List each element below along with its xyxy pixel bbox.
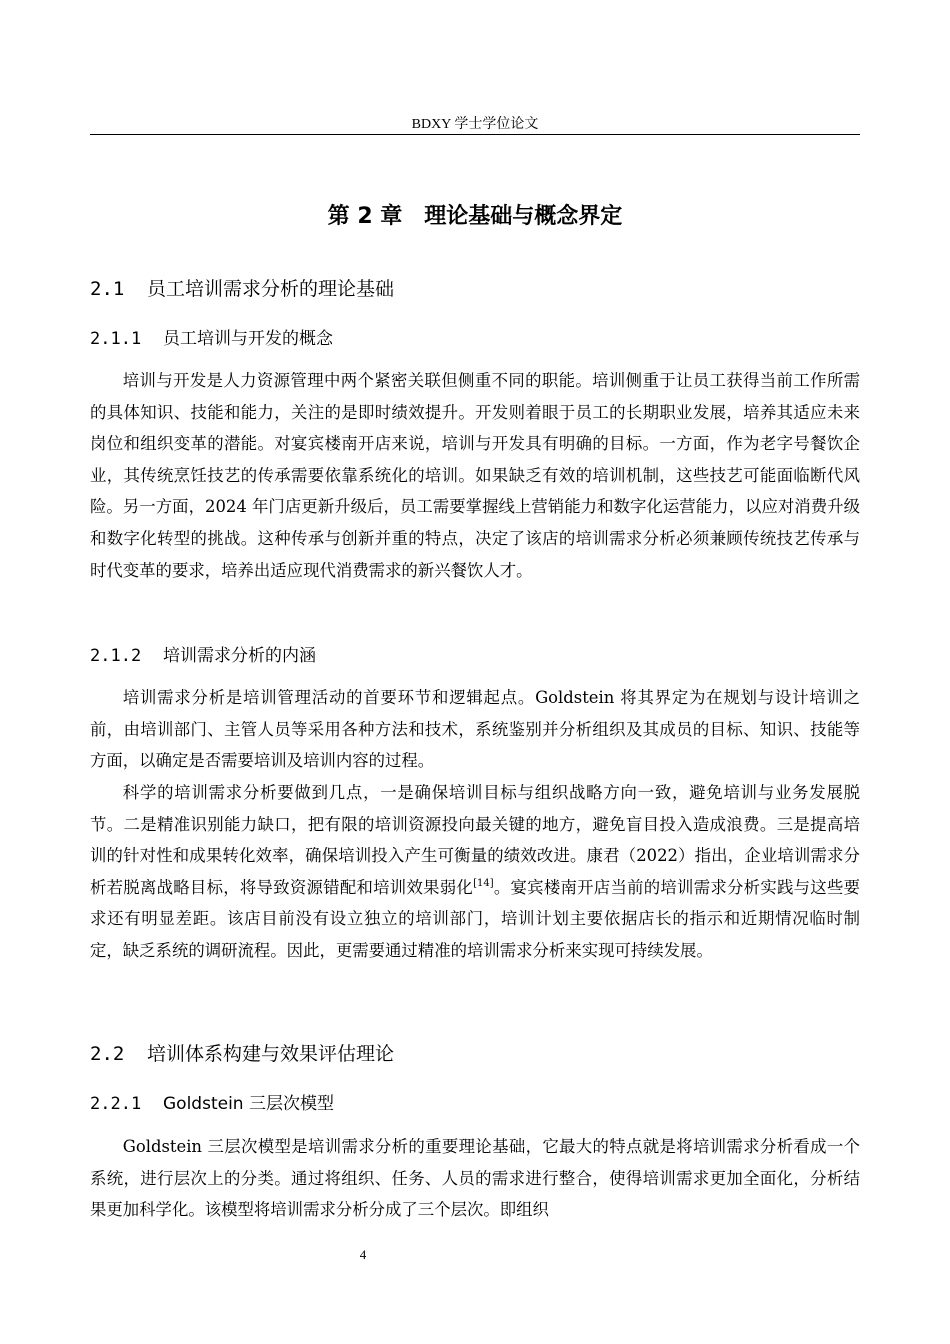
paragraph-needs-analysis-definition: 培训需求分析是培训管理活动的首要环节和逻辑起点。Goldstein 将其界定为在规划与设计培训之前，由培训部门、主管人员等采用各种方法和技术，系统鉴别并分析组织及其成员的目标、知识、技能等方面，以确定是否需要培训及培训内容的过程。 bbox=[90, 688, 860, 771]
subsection-heading-2-1-2 bbox=[90, 643, 860, 669]
subsection-number: 2.1.2 bbox=[90, 646, 142, 666]
paragraph-text: 。宴宾楼南开店当前的培训需求分析实践与这些要求还有明显差距。该店目前没有设立独立的培训部门，培训计划主要依据店长的指示和近期情况临时制定，缺乏系统的调研流程。因此，更需要通过精准的培训需求分析来实现可持续发展。 bbox=[90, 877, 860, 960]
subsection-heading-2-1-1 bbox=[90, 326, 860, 352]
subsection-number: 2.2.1 bbox=[90, 1094, 142, 1114]
running-header: BDXY 学士学位论文 bbox=[411, 117, 539, 132]
paragraph-text: 科学的培训需求分析要做到几点，一是确保培训目标与组织战略方向一致，避免培训与业务发展脱节。二是精准识别能力缺口，把有限的培训资源投向最关键的地方，避免盲目投入造成浪费。三是提高培训的针对性和成果转化效率，确保培训投入产生可衡量的绩效改进。康君（2022）指出，企业培训需求分析若脱离战略目标，将导致资源错配和培训效果弱化 bbox=[90, 783, 860, 897]
section-heading-2-1 bbox=[90, 275, 860, 303]
citation-reference: [14] bbox=[473, 877, 494, 889]
subsection-heading-2-2-1 bbox=[90, 1091, 860, 1117]
subsection-title: Goldstein 三层次模型 bbox=[163, 1094, 334, 1114]
subsection-title: 员工培训与开发的概念 bbox=[163, 329, 333, 349]
header-rule bbox=[90, 134, 860, 135]
section-title: 培训体系构建与效果评估理论 bbox=[147, 1043, 395, 1065]
chapter-title: 第 2 章 理论基础与概念界定 bbox=[327, 204, 623, 229]
subsection-title: 培训需求分析的内涵 bbox=[163, 646, 316, 666]
paragraph-training-development-concept: 培训与开发是人力资源管理中两个紧密关联但侧重不同的职能。培训侧重于让员工获得当前工作所需的具体知识、技能和能力，关注的是即时绩效提升。开发则着眼于员工的长期职业发展，培养其适应未来岗位和组织变革的潜能。对宴宾楼南开店来说，培训与开发具有明确的目标。一方面，作为老字号餐饮企业，其传统烹饪技艺的传承需要依靠系统化的培训。如果缺乏有效的培训机制，这些技艺可能面临断代风险。另一方面，2024 年门店更新升级后，员工需要掌握线上营销能力和数字化运营能力，以应对消费升级和数字化转型的挑战。这种传承与创新并重的特点，决定了该店的培训需求分析必须兼顾传统技艺传承与时代变革的要求，培养出适应现代消费需求的新兴餐饮人才。 bbox=[90, 371, 860, 580]
section-number: 2.1 bbox=[90, 278, 125, 300]
section-title: 员工培训需求分析的理论基础 bbox=[147, 278, 395, 300]
page-number: 4 bbox=[359, 1247, 367, 1262]
subsection-number: 2.1.1 bbox=[90, 329, 142, 349]
section-number: 2.2 bbox=[90, 1043, 125, 1065]
paragraph-scientific-needs-analysis bbox=[90, 777, 860, 967]
paragraph-goldstein-model: Goldstein 三层次模型是培训需求分析的重要理论基础，它最大的特点就是将培训需求分析看成一个系统，进行层次上的分类。通过将组织、任务、人员的需求进行整合，使得培训需求更加全面化，分析结果更加科学化。该模型将培训需求分析分成了三个层次。即组织 bbox=[90, 1137, 860, 1220]
section-heading-2-2 bbox=[90, 1040, 860, 1068]
